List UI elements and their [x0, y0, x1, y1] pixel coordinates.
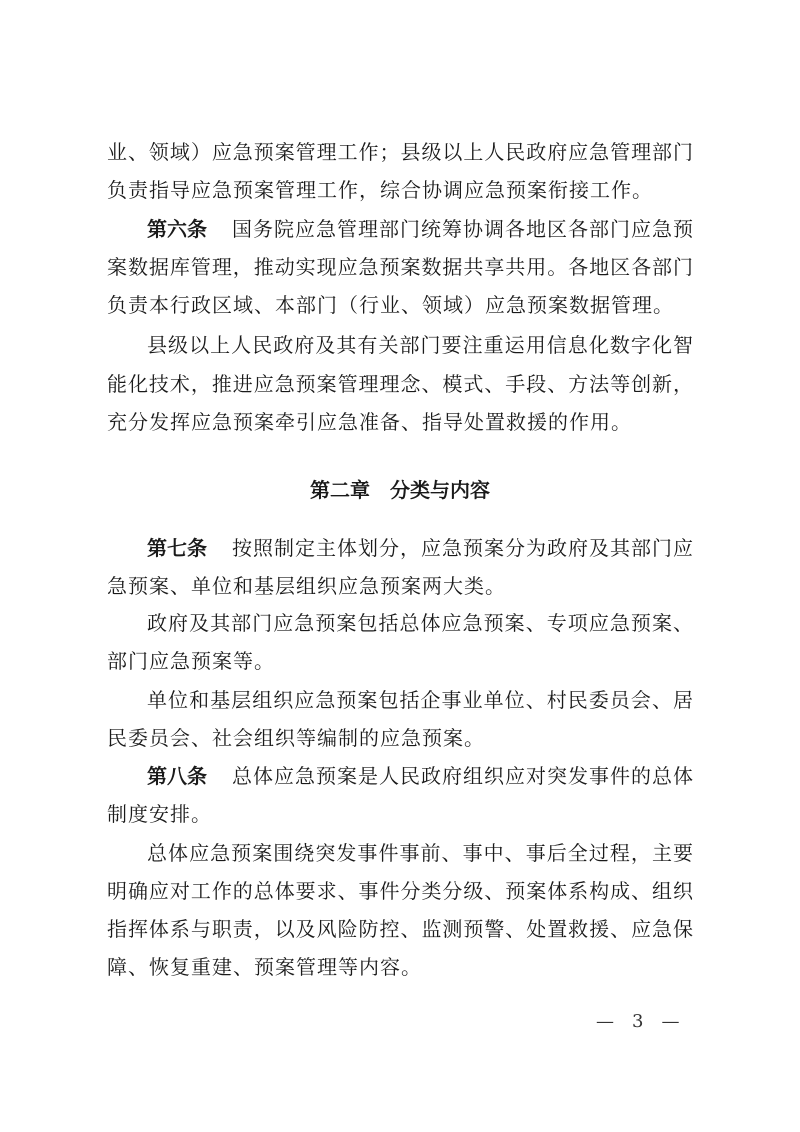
text-line — [107, 910, 693, 948]
page-number: — 3 — — [596, 1011, 680, 1032]
text-line — [107, 567, 693, 605]
line-text: 国务院应急管理部门统筹协调各地区各部门应急预 — [232, 217, 693, 241]
text-line — [107, 365, 693, 403]
line-text: 总体应急预案是人民政府组织应对突发事件的总体 — [232, 764, 693, 788]
text-line — [147, 326, 693, 364]
text-line — [107, 872, 693, 910]
text-line — [147, 834, 693, 872]
article-label: 第六条 — [147, 217, 207, 241]
line-text: 制度安排。 — [107, 802, 212, 826]
text-line — [107, 795, 693, 833]
text-line — [107, 719, 693, 757]
line-text: 指挥体系与职责，以及风险防控、监测预警、处置救援、应急保 — [107, 917, 693, 941]
text-line — [107, 642, 693, 680]
text-line — [107, 286, 693, 324]
text-line — [147, 757, 693, 795]
text-line — [107, 171, 693, 209]
line-text: 负责本行政区域、本部门（行业、领域）应急预案数据管理。 — [107, 293, 674, 317]
line-text: 明确应对工作的总体要求、事件分类分级、预案体系构成、组织 — [107, 879, 693, 903]
text-line — [147, 681, 693, 719]
article-label: 第七条 — [147, 536, 207, 560]
text-line — [107, 133, 693, 171]
line-text: 县级以上人民政府及其有关部门要注重运用信息化数字化智 — [147, 333, 693, 357]
text-line — [107, 948, 693, 986]
line-text: 能化技术，推进应急预案管理理念、模式、手段、方法等创新， — [107, 372, 693, 396]
text-line — [147, 529, 693, 567]
text-line — [147, 604, 693, 642]
line-text: 充分发挥应急预案牵引应急准备、指导处置救援的作用。 — [107, 410, 632, 434]
line-text: 民委员会、社会组织等编制的应急预案。 — [107, 726, 485, 750]
line-text: 按照制定主体划分，应急预案分为政府及其部门应 — [232, 536, 693, 560]
line-text: 负责指导应急预案管理工作，综合协调应急预案衔接工作。 — [107, 178, 653, 202]
line-text: 案数据库管理，推动实现应急预案数据共享共用。各地区各部门 — [107, 255, 693, 279]
line-text: 障、恢复重建、预案管理等内容。 — [107, 955, 422, 979]
line-text: 业、领域）应急预案管理工作；县级以上人民政府应急管理部门 — [107, 140, 693, 164]
text-line — [107, 248, 693, 286]
chapter-title: 第二章 分类与内容 — [310, 478, 490, 502]
text-line — [147, 210, 693, 248]
line-text: 急预案、单位和基层组织应急预案两大类。 — [107, 574, 506, 598]
line-text: 部门应急预案等。 — [107, 649, 275, 673]
line-text: 单位和基层组织应急预案包括企事业单位、村民委员会、居 — [147, 688, 693, 712]
article-label: 第八条 — [147, 764, 207, 788]
line-text: 政府及其部门应急预案包括总体应急预案、专项应急预案、 — [147, 611, 693, 635]
line-text: 总体应急预案围绕突发事件事前、事中、事后全过程，主要 — [147, 841, 693, 865]
text-line — [107, 403, 693, 441]
